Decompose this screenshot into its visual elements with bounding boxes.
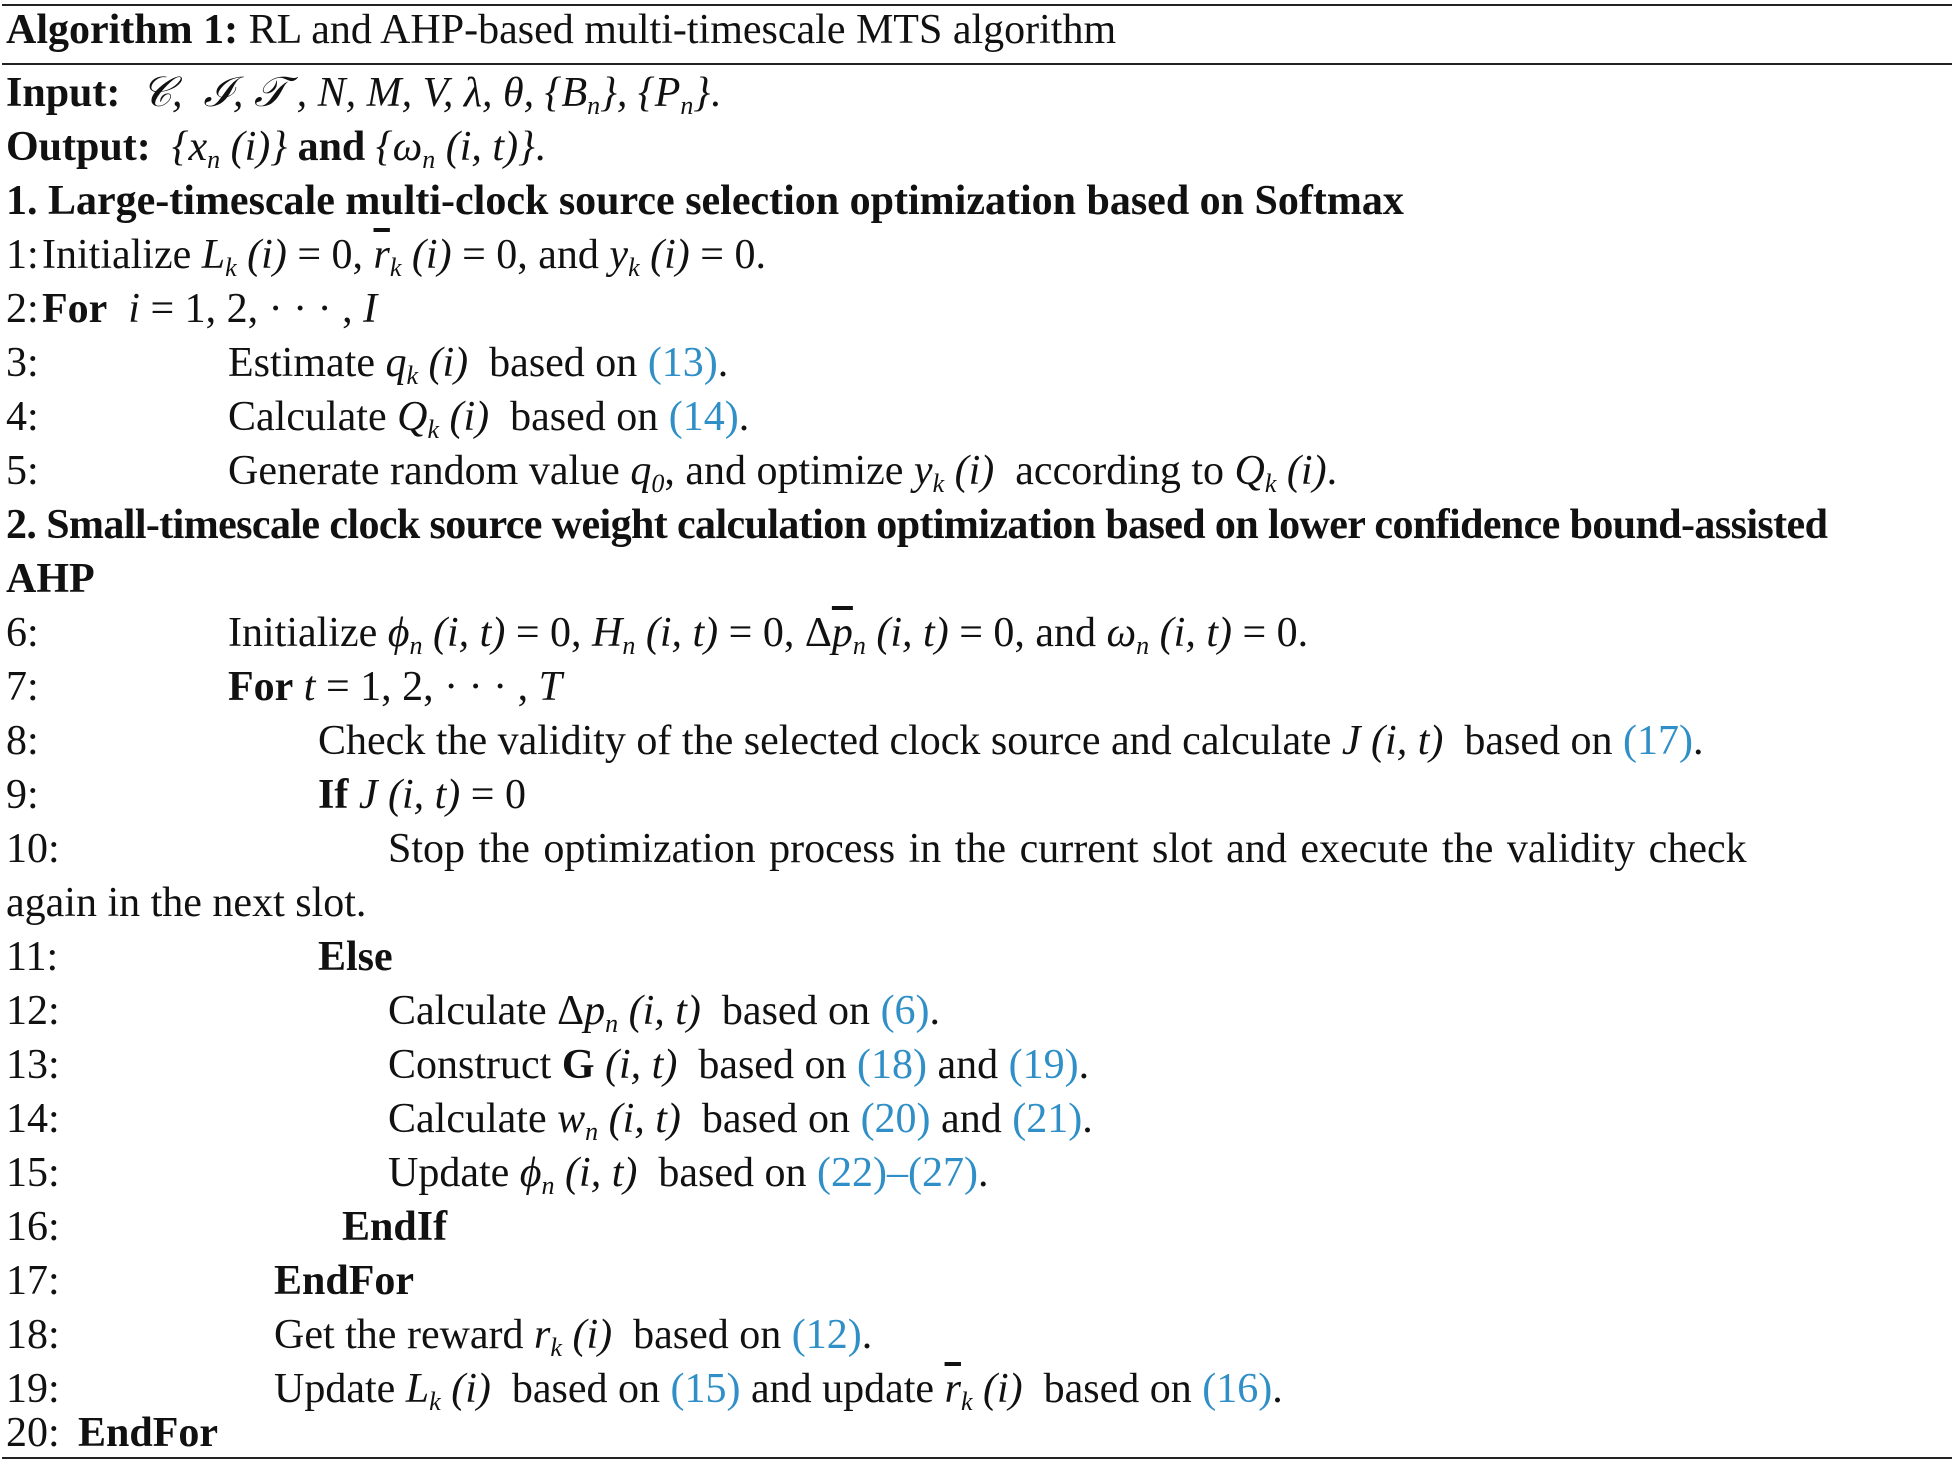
input-label: Input:	[6, 70, 121, 116]
line-number: 13:	[6, 1042, 60, 1088]
line-body: For i = 1, 2, · · · , I	[42, 286, 378, 332]
equation-link[interactable]: (13)	[647, 340, 718, 386]
optimize-text: , and optimize	[664, 448, 904, 494]
algorithm-line-17	[6, 1254, 1950, 1308]
keyword-endfor: EndFor	[274, 1258, 415, 1304]
based-on-text: based on	[1464, 718, 1613, 764]
construct-text: Construct	[388, 1042, 552, 1088]
based-on-text: based on	[698, 1042, 847, 1088]
line-body: Calculate $\Delta p_n$ (i, t) based on (6).	[388, 988, 941, 1038]
algorithm-line-7	[6, 660, 1950, 714]
line-body	[388, 822, 1950, 876]
output-omega: {$\omega_n$ (i, t)}.	[375, 124, 546, 174]
equation-link[interactable]: (17)	[1623, 718, 1693, 764]
initialize-text: Initialize	[42, 232, 192, 278]
algorithm-line-10-cont	[6, 876, 1950, 930]
line-number: 10:	[6, 826, 60, 872]
algorithm-line-9	[6, 768, 1950, 822]
line-number: 19:	[6, 1366, 60, 1412]
section-1-heading: 1. Large-timescale multi-clock source selection optimization based on Softmax	[6, 178, 1404, 224]
input-params: 𝒞, ℐ, 𝒯 , N, M, V, λ, θ, $\{B_n\}$, $\{P_n\}$.	[130, 70, 721, 120]
line-number: 15:	[6, 1150, 60, 1196]
line-number: 17:	[6, 1258, 60, 1304]
algorithm-line-15	[6, 1146, 1950, 1200]
line-body: Initialize $L_k$ (i) = 0, $\overline{r}_k$ (i) = 0, and $y_k$ (i) = 0.	[42, 232, 766, 282]
based-on-text: based on	[721, 988, 871, 1034]
algorithm-line-2	[6, 282, 1950, 336]
line-number: 6:	[6, 610, 39, 656]
generate-text: Generate random value	[228, 448, 620, 494]
line-number: 11:	[6, 934, 59, 980]
line-body: Generate random value $q_0$, and optimize $y_k$ (i) according to $Q_k$ (i).	[228, 448, 1338, 498]
based-on-text: based on	[633, 1312, 782, 1358]
based-on-text: based on	[658, 1150, 807, 1196]
line-number: 3:	[6, 340, 39, 386]
line-body: Update $\phi_n$ (i, t) based on (22)–(27).	[388, 1150, 989, 1200]
keyword-for: For	[228, 664, 294, 710]
keyword-for: For	[42, 286, 108, 332]
equation-link[interactable]: (14)	[668, 394, 739, 440]
keyword-endif: EndIf	[342, 1204, 448, 1250]
keyword-endfor: EndFor	[78, 1410, 219, 1456]
equation-link[interactable]: (22)–(27)	[817, 1150, 978, 1196]
algorithm-line-18	[6, 1308, 1950, 1362]
and-text: and	[941, 1096, 1002, 1142]
equation-link[interactable]: (20)	[860, 1096, 931, 1142]
line-number: 7:	[6, 664, 39, 710]
line-body: Calculate $w_n$ (i, t) based on (20) and (21).	[388, 1096, 1093, 1146]
line-number: 14:	[6, 1096, 60, 1142]
algorithm-header	[6, 3, 1950, 57]
line-body: For t = 1, 2, · · · , T	[228, 664, 562, 710]
algorithm-line-11	[6, 930, 1950, 984]
equation-link[interactable]: (12)	[791, 1312, 862, 1358]
line-number: 18:	[6, 1312, 60, 1358]
line-body: Get the reward $r_k$ (i) based on (12).	[274, 1312, 873, 1362]
and-text: and	[937, 1042, 999, 1088]
line-number: 2:	[6, 286, 39, 332]
initialize-text: Initialize	[228, 610, 378, 656]
algorithm-line-10	[6, 822, 1950, 876]
algorithm-line-3	[6, 336, 1950, 390]
calculate-text: Calculate	[228, 394, 387, 440]
line-number: 8:	[6, 718, 39, 764]
according-to-text: according to	[1015, 448, 1225, 494]
output-line	[6, 120, 1950, 174]
update-text: Update	[274, 1366, 396, 1412]
output-and: and	[297, 124, 366, 170]
section-2-heading-cont: AHP	[6, 556, 95, 602]
line-number: 9:	[6, 772, 39, 818]
header-rule	[2, 63, 1952, 65]
based-on-text: based on	[1043, 1366, 1192, 1412]
line-number: 5:	[6, 448, 39, 494]
calculate-text: Calculate	[388, 988, 547, 1034]
section-2-heading: 2. Small-timescale clock source weight calculation optimization based on lower confidence bound-assisted	[6, 502, 1828, 548]
based-on-text: based on	[510, 394, 659, 440]
stop-text: Stop the optimization process in the current slot and execute the validity check	[388, 826, 1747, 872]
line-number: 4:	[6, 394, 39, 440]
line-number: 1:	[6, 232, 39, 278]
algorithm-line-13	[6, 1038, 1950, 1092]
algorithm-title: RL and AHP-based multi-timescale MTS algorithm	[248, 7, 1117, 53]
estimate-text: Estimate	[228, 340, 375, 386]
equation-link[interactable]: (21)	[1012, 1096, 1083, 1142]
algorithm-line-6	[6, 606, 1950, 660]
algorithm-line-16	[6, 1200, 1950, 1254]
algorithm-line-14	[6, 1092, 1950, 1146]
based-on-text: based on	[701, 1096, 851, 1142]
line-body: Construct G (i, t) based on (18) and (19).	[388, 1042, 1090, 1088]
equation-link[interactable]: (19)	[1008, 1042, 1079, 1088]
based-on-text: based on	[511, 1366, 660, 1412]
keyword-if: If	[318, 772, 349, 818]
algorithm-line-5	[6, 444, 1950, 498]
line-number: 16:	[6, 1204, 60, 1250]
line-body: If J (i, t) = 0	[318, 772, 526, 818]
and-update-text: and update	[750, 1366, 935, 1412]
line-body: Calculate $Q_k$ (i) based on (14).	[228, 394, 750, 444]
line-body: Update $L_k$ (i) based on (15) and update $\overline{r}_k$ (i) based on (16).	[274, 1366, 1283, 1416]
keyword-else: Else	[318, 934, 393, 980]
line-body: Initialize $\phi_n$ (i, t) = 0, $H_n$ (i, t) = 0, $\Delta\overline{p}_n$ (i, t) = 0, and $\omega_n$ (i, t) = 0.	[228, 610, 1309, 660]
calculate-text: Calculate	[388, 1096, 547, 1142]
equation-link[interactable]: (16)	[1202, 1366, 1273, 1412]
algorithm-line-4	[6, 390, 1950, 444]
equation-link[interactable]: (18)	[856, 1042, 927, 1088]
based-on-text: based on	[489, 340, 638, 386]
update-text: Update	[388, 1150, 510, 1196]
line-number: 20:	[6, 1410, 60, 1456]
output-label: Output:	[6, 124, 151, 170]
line-number: 12:	[6, 988, 60, 1034]
equation-link[interactable]: (6)	[880, 988, 930, 1034]
stop-cont-text: again in the next slot.	[6, 880, 367, 926]
algorithm-line-12	[6, 984, 1950, 1038]
algorithm-line-1	[6, 228, 1950, 282]
get-reward-text: Get the reward	[274, 1312, 524, 1358]
line-body: Estimate $q_k$ (i) based on (13).	[228, 340, 729, 390]
output-x: {$x_n$ (i)}	[161, 124, 288, 174]
equation-link[interactable]: (15)	[670, 1366, 741, 1412]
check-text: Check the validity of the selected clock source and calculate	[318, 718, 1332, 764]
algorithm-label: Algorithm 1:	[6, 7, 239, 53]
line-body: Check the validity of the selected clock source and calculate J (i, t) based on (17).	[318, 718, 1704, 764]
input-line	[6, 66, 1950, 120]
algorithm-line-20	[6, 1406, 1950, 1460]
algorithm-line-8	[6, 714, 1950, 768]
